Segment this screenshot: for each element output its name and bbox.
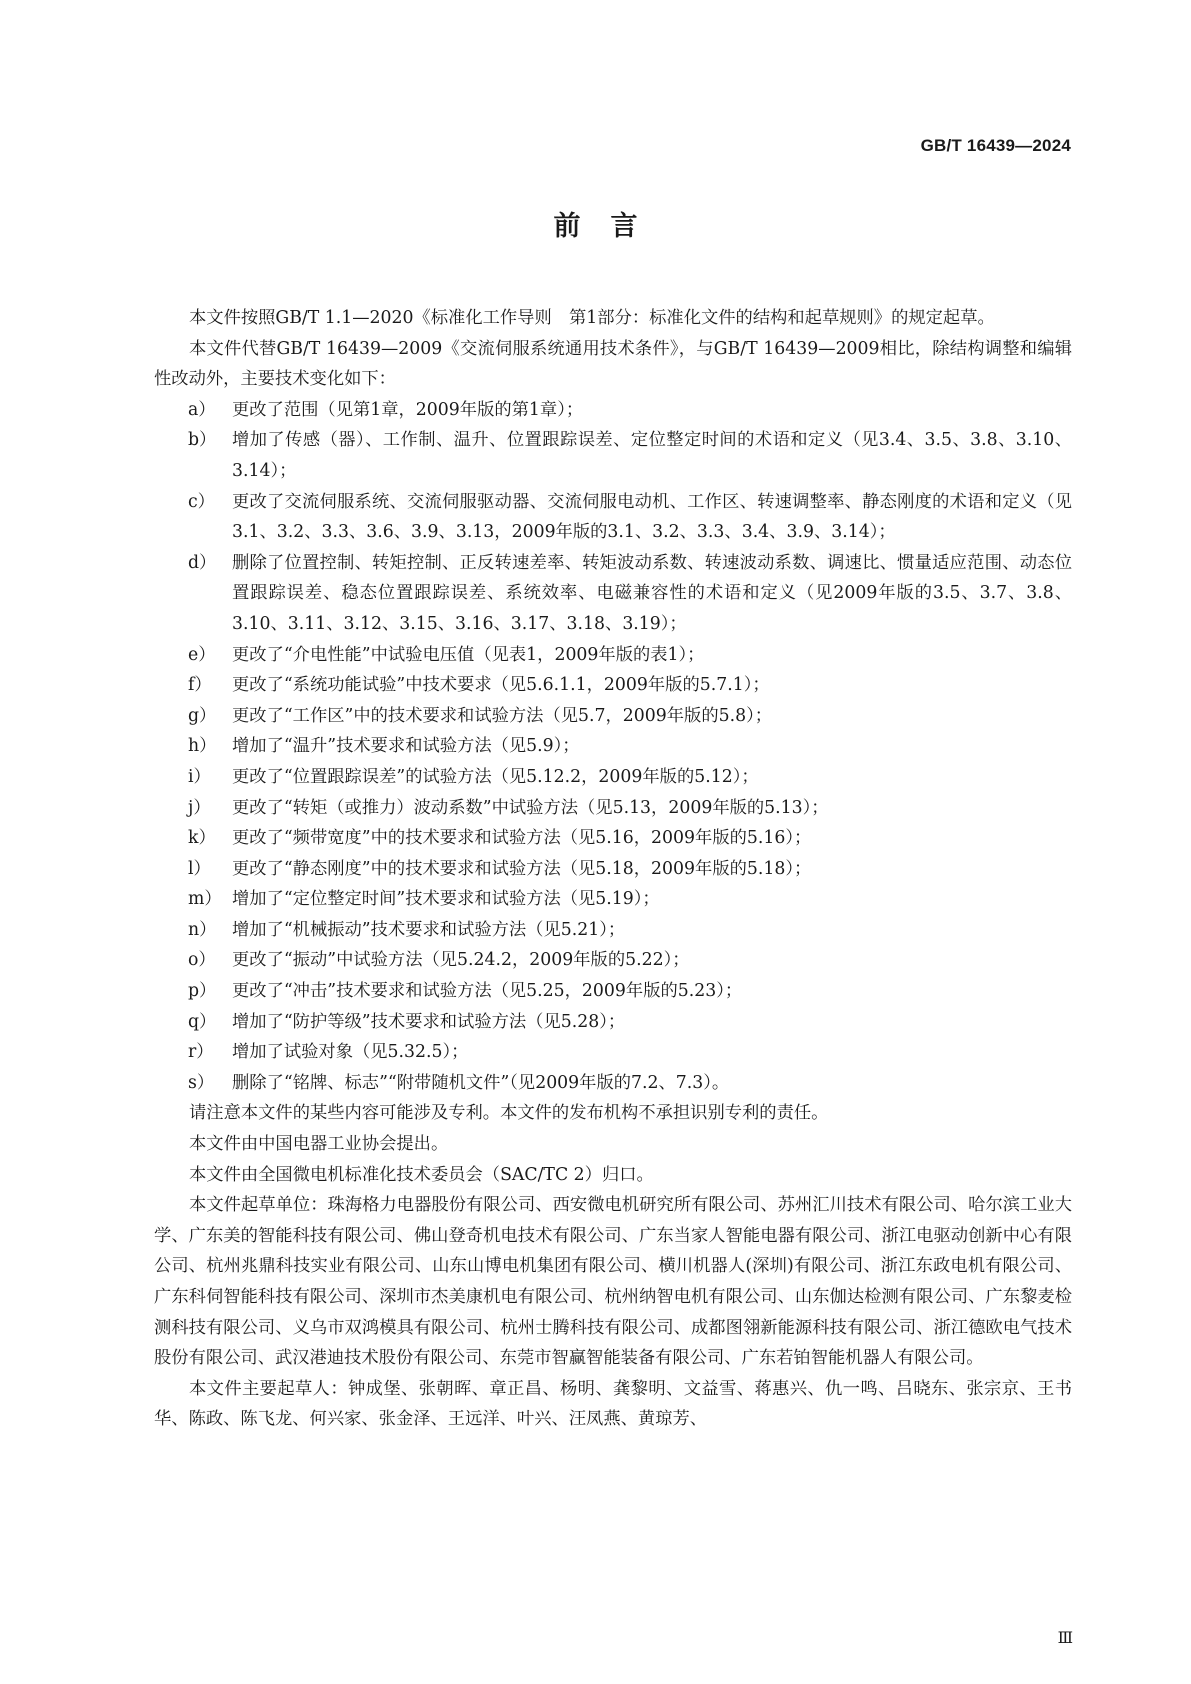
list-item (154, 823, 1072, 854)
standard-code: GB/T 16439—2024 (920, 136, 1071, 155)
paragraph-drafting-units: 本文件起草单位：珠海格力电器股份有限公司、西安微电机研究所有限公司、苏州汇川技术有限公司、哈尔滨工业大学、广东美的智能科技有限公司、佛山登奇机电技术有限公司、广东当家人智能电器有限公司、浙江电驱动创新中心有限公司、杭州兆鼎科技实业有限公司、山东山博电机集团有限公司、横川机器人(深圳)有限公司、浙江东政电机有限公司、广东科伺智能科技有限公司、深圳市杰美康机电有限公司、杭州纳智电机有限公司、山东伽达检测有限公司、广东黎麦检测科技有限公司、义乌市双鸿模具有限公司、杭州士腾科技有限公司、成都图翎新能源科技有限公司、浙江德欧电气技术股份有限公司、武汉港迪技术股份有限公司、东莞市智赢智能装备有限公司、广东若铂智能机器人有限公司。 (154, 1195, 1072, 1369)
list-item-label: b） (188, 430, 217, 451)
list-item (154, 793, 1072, 824)
list-item-text: 更改了“系统功能试验”中技术要求（见5.6.1.1，2009年版的5.7.1）； (232, 675, 770, 696)
list-item (154, 731, 1072, 762)
list-item (154, 945, 1072, 976)
list-item-label: e） (188, 644, 216, 665)
page-number: Ⅲ (1057, 1628, 1073, 1647)
list-item-label: a） (188, 399, 216, 420)
list-item (154, 1007, 1072, 1038)
list-item-text: 删除了“铭牌、标志”“附带随机文件”（见2009年版的7.2、7.3）。 (232, 1072, 730, 1093)
list-item-label: i） (188, 766, 211, 787)
list-item-text: 更改了“工作区”中的技术要求和试验方法（见5.7，2009年版的5.8）； (232, 705, 773, 726)
list-item-label: m） (188, 889, 222, 910)
paragraph-replacement: 本文件代替GB/T 16439—2009《交流伺服系统通用技术条件》，与GB/T 16439—2009相比，除结构调整和编辑性改动外，主要技术变化如下： (154, 338, 1072, 390)
list-item-text: 更改了交流伺服系统、交流伺服驱动器、交流伺服电动机、工作区、转速调整率、静态刚度的术语和定义（见3.1、3.2、3.3、3.6、3.9、3.13，2009年版的3.1、3.2、3.3、3.4、3.9、3.14）； (232, 491, 1072, 543)
document-body (154, 303, 1072, 1435)
list-item-text: 删除了位置控制、转矩控制、正反转速差率、转矩波动系数、转速波动系数、调速比、惯量适应范围、动态位置跟踪误差、稳态位置跟踪误差、系统效率、电磁兼容性的术语和定义（见2009年版的3.5、3.7、3.8、3.10、3.11、3.12、3.15、3.16、3.17、3.18、3.19）； (232, 552, 1072, 634)
list-item-label: f） (188, 675, 212, 696)
list-item-label: c） (188, 491, 215, 512)
paragraph-technical-committee: 本文件由全国微电机标准化技术委员会（SAC/TC 2）归口。 (189, 1164, 654, 1185)
list-item-text: 增加了“定位整定时间”技术要求和试验方法（见5.19）； (232, 889, 660, 910)
list-item-label: n） (188, 919, 217, 940)
list-item-label: q） (188, 1011, 217, 1032)
list-item (154, 670, 1072, 701)
paragraph-drafting-rule: 本文件按照GB/T 1.1—2020《标准化工作导则 第1部分：标准化文件的结构和起草规则》的规定起草。 (189, 308, 995, 328)
list-item (154, 425, 1072, 486)
paragraph-proposer: 本文件由中国电器工业协会提出。 (189, 1134, 449, 1155)
list-item (154, 915, 1072, 946)
list-item-text: 更改了“介电性能”中试验电压值（见表1，2009年版的表1）； (232, 644, 705, 665)
technical-changes-list (154, 395, 1072, 1099)
list-item (154, 395, 1072, 426)
list-item (154, 884, 1072, 915)
list-item (154, 976, 1072, 1007)
list-item-label: s） (188, 1072, 215, 1093)
list-item (154, 762, 1072, 793)
list-item-label: h） (188, 736, 217, 757)
paragraph-drafters: 本文件主要起草人：钟成堡、张朝晖、章正昌、杨明、龚黎明、文益雪、蒋惠兴、仇一鸣、吕晓东、张宗京、王书华、陈政、陈飞龙、何兴家、张金泽、王远洋、叶兴、汪凤燕、黄琼芳、 (154, 1378, 1072, 1430)
list-item-label: o） (188, 950, 216, 971)
list-item-text: 更改了“冲击”技术要求和试验方法（见5.25，2009年版的5.23）； (232, 981, 743, 1002)
list-item-label: l） (188, 858, 211, 879)
list-item-label: r） (188, 1042, 214, 1063)
list-item-label: p） (188, 981, 217, 1002)
list-item-label: k） (188, 828, 216, 849)
list-item-label: j） (188, 797, 211, 818)
list-item-text: 增加了“防护等级”技术要求和试验方法（见5.28）； (232, 1011, 626, 1032)
list-item-text: 增加了传感（器）、工作制、温升、位置跟踪误差、定位整定时间的术语和定义（见3.4、3.5、3.8、3.10、3.14）； (232, 430, 1072, 481)
list-item (154, 854, 1072, 885)
list-item (154, 1037, 1072, 1068)
list-item-label: d） (188, 552, 217, 573)
paragraph-patent-notice: 请注意本文件的某些内容可能涉及专利。本文件的发布机构不承担识别专利的责任。 (189, 1103, 829, 1124)
list-item-text: 更改了“转矩（或推力）波动系数”中试验方法（见5.13，2009年版的5.13）； (232, 797, 829, 818)
list-item-text: 更改了“频带宽度”中的技术要求和试验方法（见5.16，2009年版的5.16）； (232, 828, 812, 849)
list-item-text: 增加了试验对象（见5.32.5）； (232, 1042, 469, 1063)
list-item-text: 更改了范围（见第1章，2009年版的第1章）； (232, 399, 584, 420)
list-item-text: 更改了“位置跟踪误差”的试验方法（见5.12.2，2009年版的5.12）； (232, 766, 759, 787)
list-item-text: 更改了“静态刚度”中的技术要求和试验方法（见5.18，2009年版的5.18）； (232, 858, 812, 879)
list-item-text: 更改了“振动”中试验方法（见5.24.2，2009年版的5.22）； (232, 950, 690, 971)
list-item (154, 1068, 1072, 1099)
list-item (154, 487, 1072, 548)
list-item (154, 701, 1072, 732)
page-title: 前言 (553, 211, 668, 242)
list-item (154, 640, 1072, 671)
list-item-text: 增加了“机械振动”技术要求和试验方法（见5.21）； (232, 919, 626, 940)
list-item-text: 增加了“温升”技术要求和试验方法（见5.9）； (232, 736, 580, 757)
list-item-label: g） (188, 705, 217, 726)
list-item (154, 548, 1072, 640)
